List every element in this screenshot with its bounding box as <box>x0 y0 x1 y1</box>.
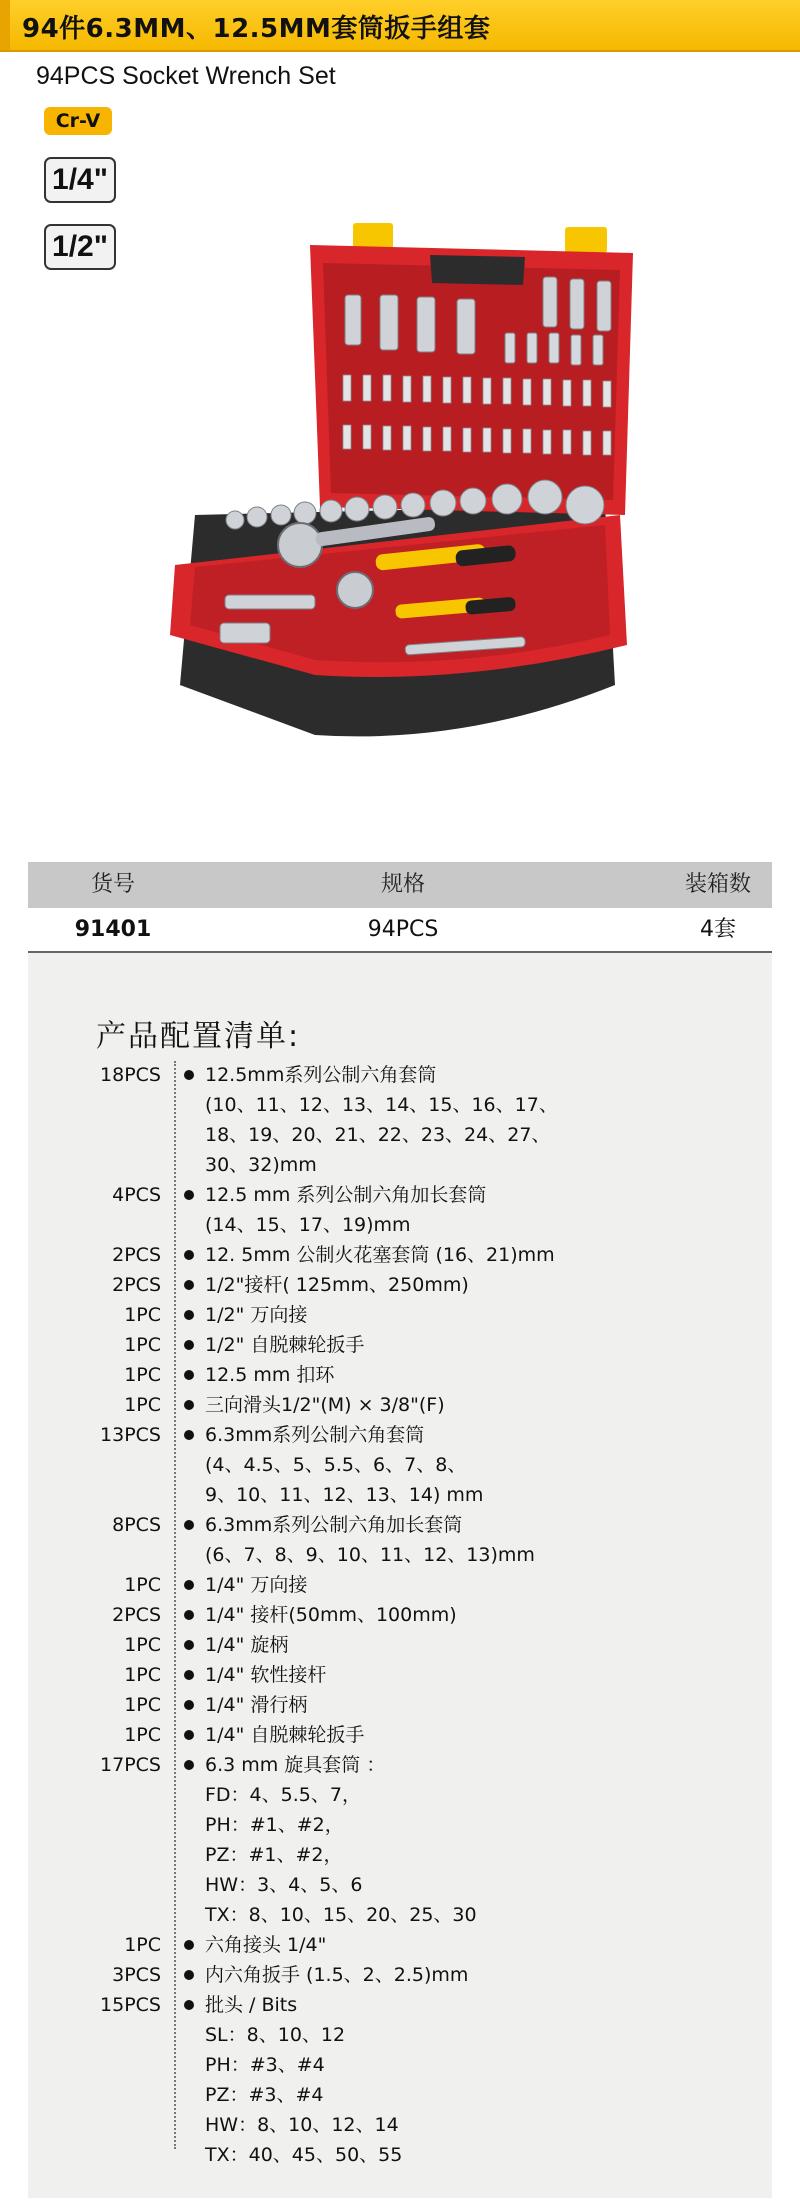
list-item-row <box>28 1630 772 1660</box>
list-item-row <box>28 1270 772 1300</box>
list-item-row <box>28 2140 772 2170</box>
item-quantity: 2PCS <box>112 1604 161 1626</box>
cell-carton-qty: 4套 <box>700 917 736 942</box>
contents-list <box>28 1060 772 2170</box>
bullet-icon <box>184 1730 194 1740</box>
item-quantity: 3PCS <box>112 1964 161 1986</box>
item-description: (14、15、17、19)mm <box>205 1214 411 1236</box>
list-item-row <box>28 1090 772 1120</box>
list-item <box>28 1060 772 1180</box>
bullet-icon <box>184 1190 194 1200</box>
list-item <box>28 1630 772 1660</box>
item-description: (6、7、8、9、10、11、12、13)mm <box>205 1544 535 1566</box>
list-item <box>28 1660 772 1690</box>
bullet-icon <box>184 1580 194 1590</box>
item-description: 内六角扳手 (1.5、2、2.5)mm <box>205 1964 469 1986</box>
item-quantity: 2PCS <box>112 1244 161 1266</box>
list-item <box>28 1180 772 1240</box>
list-item-row <box>28 1810 772 1840</box>
item-description: 1/2" 万向接 <box>205 1304 308 1326</box>
list-item-row <box>28 1690 772 1720</box>
item-description: 1/4" 接杆(50mm、100mm) <box>205 1604 457 1626</box>
table-row <box>28 908 772 952</box>
item-description: 1/2"接杆( 125mm、250mm) <box>205 1274 469 1296</box>
item-description: 12.5 mm 扣环 <box>205 1364 335 1386</box>
item-quantity: 1PC <box>124 1634 161 1656</box>
bullet-icon <box>184 1940 194 1950</box>
list-item <box>28 1510 772 1570</box>
list-item-row <box>28 1300 772 1330</box>
item-quantity: 1PC <box>124 1724 161 1746</box>
item-description: PZ：#1、#2， <box>205 1844 343 1866</box>
list-item-row <box>28 1870 772 1900</box>
item-quantity: 18PCS <box>100 1064 161 1086</box>
contents-panel <box>28 953 772 2198</box>
item-description: PH：#3、#4 <box>205 2054 325 2076</box>
item-description: HW：8、10、12、14 <box>205 2114 399 2136</box>
list-item-row <box>28 1660 772 1690</box>
title-bar-edge <box>0 0 10 50</box>
material-badge: Cr-V <box>44 107 112 135</box>
item-description: (4、4.5、5、5.5、6、7、8、 <box>205 1454 467 1476</box>
item-description: HW：3、4、5、6 <box>205 1874 363 1896</box>
list-item-row <box>28 2110 772 2140</box>
list-item-row <box>28 1360 772 1390</box>
bullet-icon <box>184 1670 194 1680</box>
item-description: FD：4、5.5、7， <box>205 1784 361 1806</box>
item-description: 1/4" 万向接 <box>205 1574 308 1596</box>
item-description: 12. 5mm 公制火花塞套筒 (16、21)mm <box>205 1244 555 1266</box>
bullet-icon <box>184 2000 194 2010</box>
page-title: 94件6.3MM、12.5MM套筒扳手组套 <box>22 14 491 44</box>
item-description: 三向滑头1/2"(M) × 3/8"(F) <box>205 1394 445 1416</box>
bullet-icon <box>184 1280 194 1290</box>
list-item-row <box>28 1750 772 1780</box>
item-quantity: 2PCS <box>112 1274 161 1296</box>
list-item <box>28 1690 772 1720</box>
list-item-row <box>28 1180 772 1210</box>
item-quantity: 1PC <box>124 1394 161 1416</box>
item-description: 30、32)mm <box>205 1154 317 1176</box>
list-item <box>28 1270 772 1300</box>
item-description: TX：8、10、15、20、25、30 <box>205 1904 477 1926</box>
bullet-icon <box>184 1250 194 1260</box>
bullet-icon <box>184 1070 194 1080</box>
list-item <box>28 1600 772 1630</box>
bullet-icon <box>184 1310 194 1320</box>
item-description: SL：8、10、12 <box>205 2024 346 2046</box>
list-item-row <box>28 1780 772 1810</box>
bullet-icon <box>184 1520 194 1530</box>
item-quantity: 1PC <box>124 1664 161 1686</box>
list-item <box>28 1390 772 1420</box>
item-description: 6.3mm系列公制六角套筒 <box>205 1424 425 1446</box>
bullet-icon <box>184 1970 194 1980</box>
bullet-icon <box>184 1430 194 1440</box>
list-item <box>28 1300 772 1330</box>
item-quantity: 1PC <box>124 1364 161 1386</box>
item-description: 18、19、20、21、22、23、24、27、 <box>205 1124 551 1146</box>
drive-size-half-badge: 1/2" <box>44 224 116 270</box>
list-item-row <box>28 1210 772 1240</box>
contents-title: 产品配置清单: <box>96 1019 301 1054</box>
list-item <box>28 1960 772 1990</box>
list-item <box>28 1330 772 1360</box>
title-bar <box>0 0 800 52</box>
header-item-no: 货号 <box>90 872 135 897</box>
list-item-row <box>28 1720 772 1750</box>
bullet-icon <box>184 1700 194 1710</box>
list-item-row <box>28 1930 772 1960</box>
list-item-row <box>28 1150 772 1180</box>
item-description: 9、10、11、12、13、14) mm <box>205 1484 484 1506</box>
item-description: 1/4" 自脱棘轮扳手 <box>205 1724 365 1746</box>
list-item-row <box>28 1330 772 1360</box>
item-quantity: 1PC <box>124 1334 161 1356</box>
list-item-row <box>28 1240 772 1270</box>
item-description: 12.5mm系列公制六角套筒 <box>205 1064 437 1086</box>
header-spec: 规格 <box>380 872 425 897</box>
list-item <box>28 1930 772 1960</box>
item-quantity: 1PC <box>124 1304 161 1326</box>
list-item-row <box>28 1510 772 1540</box>
list-item-row <box>28 1570 772 1600</box>
list-item-row <box>28 2020 772 2050</box>
item-description: 12.5 mm 系列公制六角加长套筒 <box>205 1184 487 1206</box>
bullet-icon <box>184 1400 194 1410</box>
item-description: 1/4" 滑行柄 <box>205 1694 308 1716</box>
list-item <box>28 1360 772 1390</box>
bullet-icon <box>184 1640 194 1650</box>
list-item-row <box>28 1900 772 1930</box>
item-quantity: 17PCS <box>100 1754 161 1776</box>
item-description: PH：#1、#2， <box>205 1814 344 1836</box>
list-item-row <box>28 2050 772 2080</box>
spec-table-header <box>28 862 772 908</box>
item-description: 1/2" 自脱棘轮扳手 <box>205 1334 365 1356</box>
list-item-row <box>28 1060 772 1090</box>
item-description: 6.3mm系列公制六角加长套筒 <box>205 1514 463 1536</box>
list-item-row <box>28 1540 772 1570</box>
page-subtitle: 94PCS Socket Wrench Set <box>36 62 336 90</box>
item-quantity: 15PCS <box>100 1994 161 2016</box>
item-quantity: 1PC <box>124 1934 161 1956</box>
list-item-row <box>28 1390 772 1420</box>
list-item <box>28 1420 772 1510</box>
item-description: 6.3 mm 旋具套筒 ： <box>205 1754 386 1776</box>
item-description: 1/4" 软性接杆 <box>205 1664 327 1686</box>
list-item-row <box>28 1990 772 2020</box>
bullet-icon <box>184 1610 194 1620</box>
item-quantity: 1PC <box>124 1574 161 1596</box>
list-item-row <box>28 1420 772 1450</box>
cell-spec: 94PCS <box>367 917 439 942</box>
item-description: TX：40、45、50、55 <box>205 2144 403 2166</box>
bullet-icon <box>184 1760 194 1770</box>
item-description: 批头 / Bits <box>205 1994 298 2016</box>
list-item <box>28 1990 772 2170</box>
item-quantity: 1PC <box>124 1694 161 1716</box>
item-description: (10、11、12、13、14、15、16、17、 <box>205 1094 558 1116</box>
list-item-row <box>28 1960 772 1990</box>
bullet-icon <box>184 1340 194 1350</box>
list-item-row <box>28 1600 772 1630</box>
item-quantity: 4PCS <box>112 1184 161 1206</box>
list-item-row <box>28 1480 772 1510</box>
list-item-row <box>28 2080 772 2110</box>
item-description: 1/4" 旋柄 <box>205 1634 289 1656</box>
list-item-row <box>28 1120 772 1150</box>
list-item <box>28 1750 772 1930</box>
list-item <box>28 1570 772 1600</box>
item-quantity: 8PCS <box>112 1514 161 1536</box>
header-carton-qty: 装箱数 <box>684 872 751 897</box>
list-item-row <box>28 1840 772 1870</box>
item-description: PZ：#3、#4 <box>205 2084 324 2106</box>
list-item <box>28 1720 772 1750</box>
item-description: 六角接头 1/4" <box>205 1934 327 1956</box>
list-item-row <box>28 1450 772 1480</box>
bullet-icon <box>184 1370 194 1380</box>
drive-size-quarter-badge: 1/4" <box>44 157 116 203</box>
cell-item-no: 91401 <box>74 917 152 942</box>
socket-set-case-image <box>165 215 645 745</box>
item-quantity: 13PCS <box>100 1424 161 1446</box>
list-item <box>28 1240 772 1270</box>
